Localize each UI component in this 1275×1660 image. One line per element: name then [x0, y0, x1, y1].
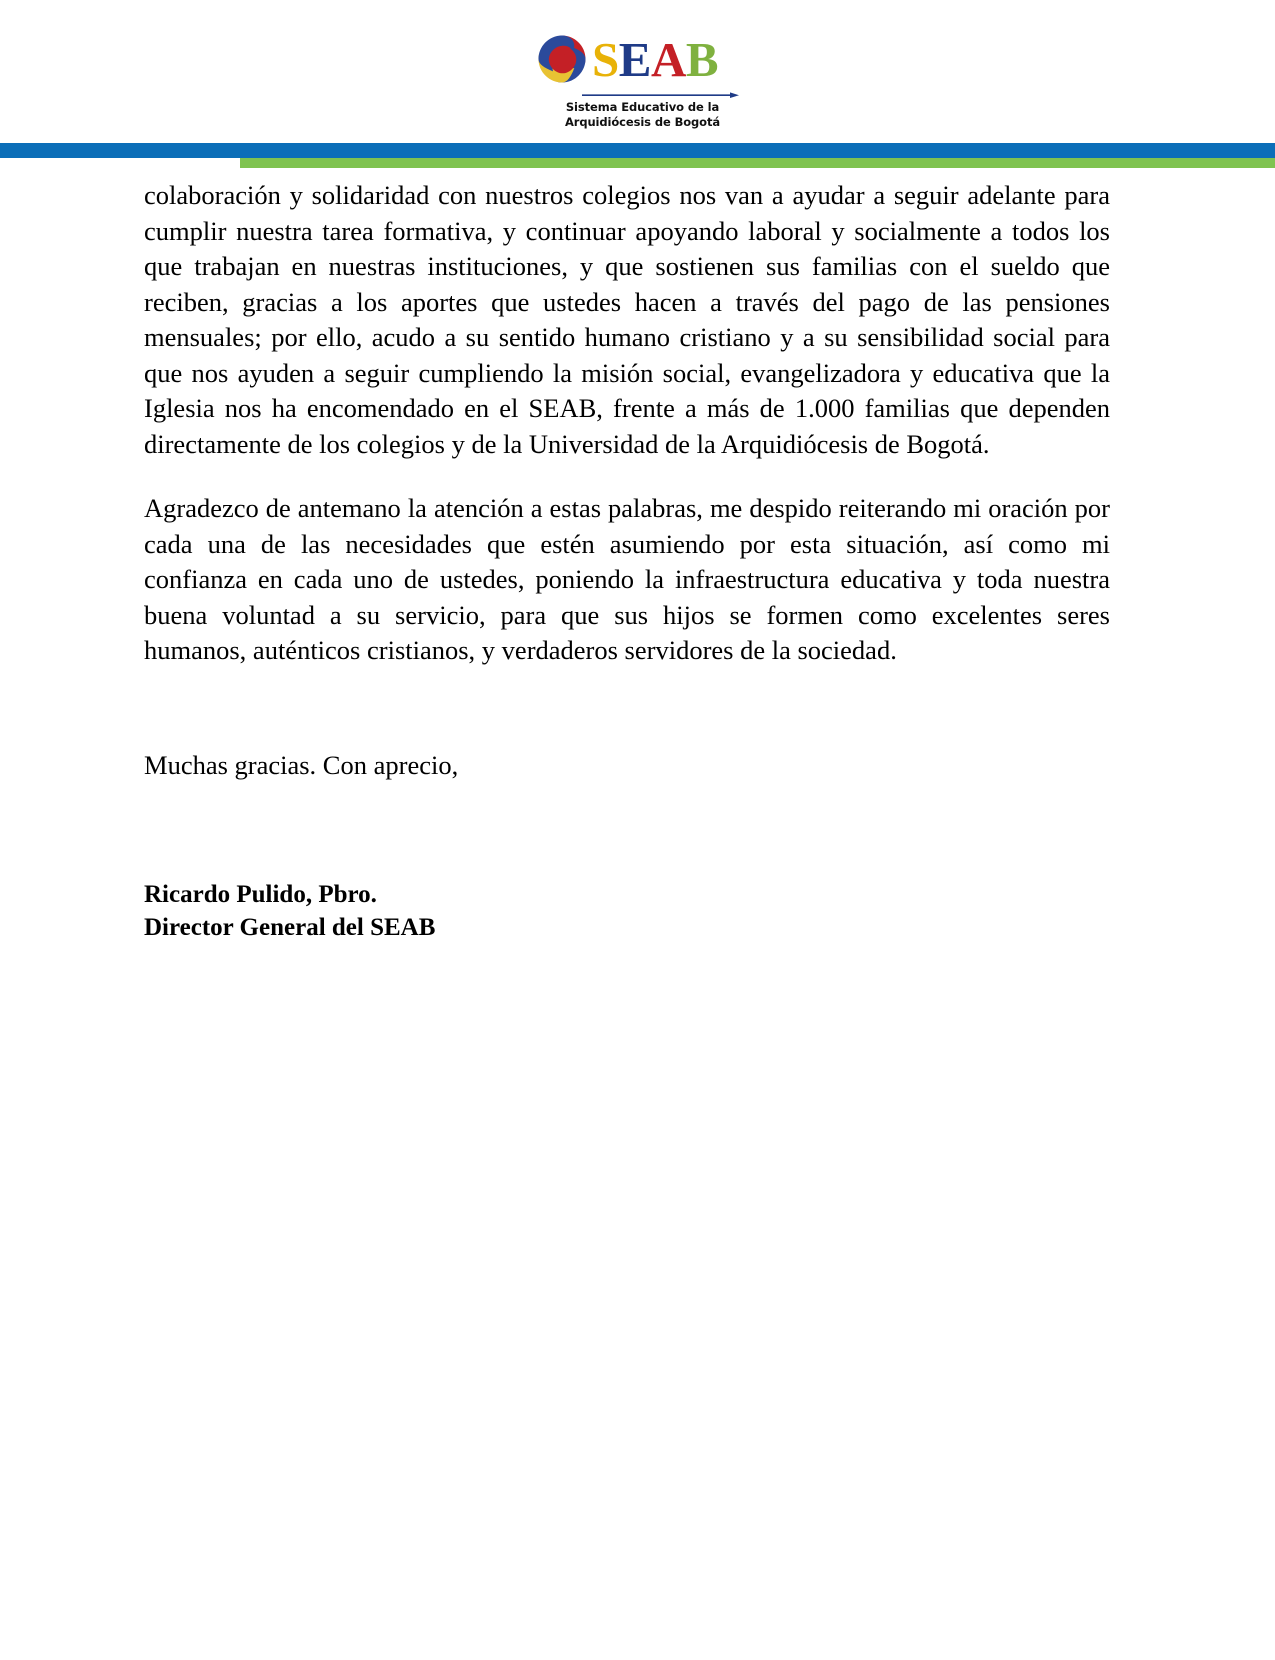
- logo-arrow-underline-icon: [582, 92, 739, 99]
- logo-letter-s: S: [592, 31, 619, 87]
- signature-block: [144, 878, 435, 944]
- logo-tagline-line-1: Sistema Educativo de la: [565, 100, 720, 114]
- header-divider-green-bar: [240, 158, 1275, 168]
- letter-closing: Muchas gracias. Con aprecio,: [144, 750, 459, 780]
- body-paragraph-2: Agradezco de antemano la atención a estas palabras, me despido reiterando mi oración por cada una de las necesidades que estén asumiendo por esta situación, así como mi confianza en cada uno de ustedes, poniendo la infraestructura educativa y toda nuestra buena voluntad a su servicio, para que sus hijos se formen como excelentes seres humanos, auténticos cristianos, y verdaderos servidores de la sociedad.: [144, 493, 1110, 665]
- logo-letter-b: B: [685, 31, 719, 87]
- logo-letter-a: A: [650, 31, 686, 87]
- letterhead: [0, 0, 1275, 140]
- signature-name: Ricardo Pulido, Pbro.: [144, 881, 377, 908]
- seab-logo: [534, 30, 744, 135]
- signature-title: Director General del SEAB: [144, 914, 436, 941]
- body-paragraph-1: colaboración y solidaridad con nuestros colegios nos van a ayudar a seguir adelante para cumplir nuestra tarea formativa, y continuar apoyando laboral y socialmente a todos los que trabajan en nuestras instituciones, y que sostienen sus familias con el sueldo que reciben, gracias a los aportes que ustedes hacen a través del pago de las pensiones mensuales; por ello, acudo a su sentido humano cristiano y a su sensibilidad social para que nos ayuden a seguir cumpliendo la misión social, evangelizadora y educativa que la Iglesia nos ha encomendado en el SEAB, frente a más de 1.000 familias que dependen directamente de los colegios y de la Universidad de la Arquidiócesis de Bogotá.: [144, 180, 1110, 459]
- logo-wordmark-row: [534, 30, 744, 88]
- logo-wordmark: [592, 31, 719, 87]
- seab-spiral-logo-icon: [534, 31, 590, 87]
- logo-tagline: [540, 100, 745, 129]
- logo-tagline-line-2: Arquidiócesis de Bogotá: [564, 114, 721, 129]
- logo-letter-e: E: [618, 31, 651, 87]
- header-divider-blue-bar: [0, 143, 1275, 158]
- letter-body: [144, 178, 1110, 669]
